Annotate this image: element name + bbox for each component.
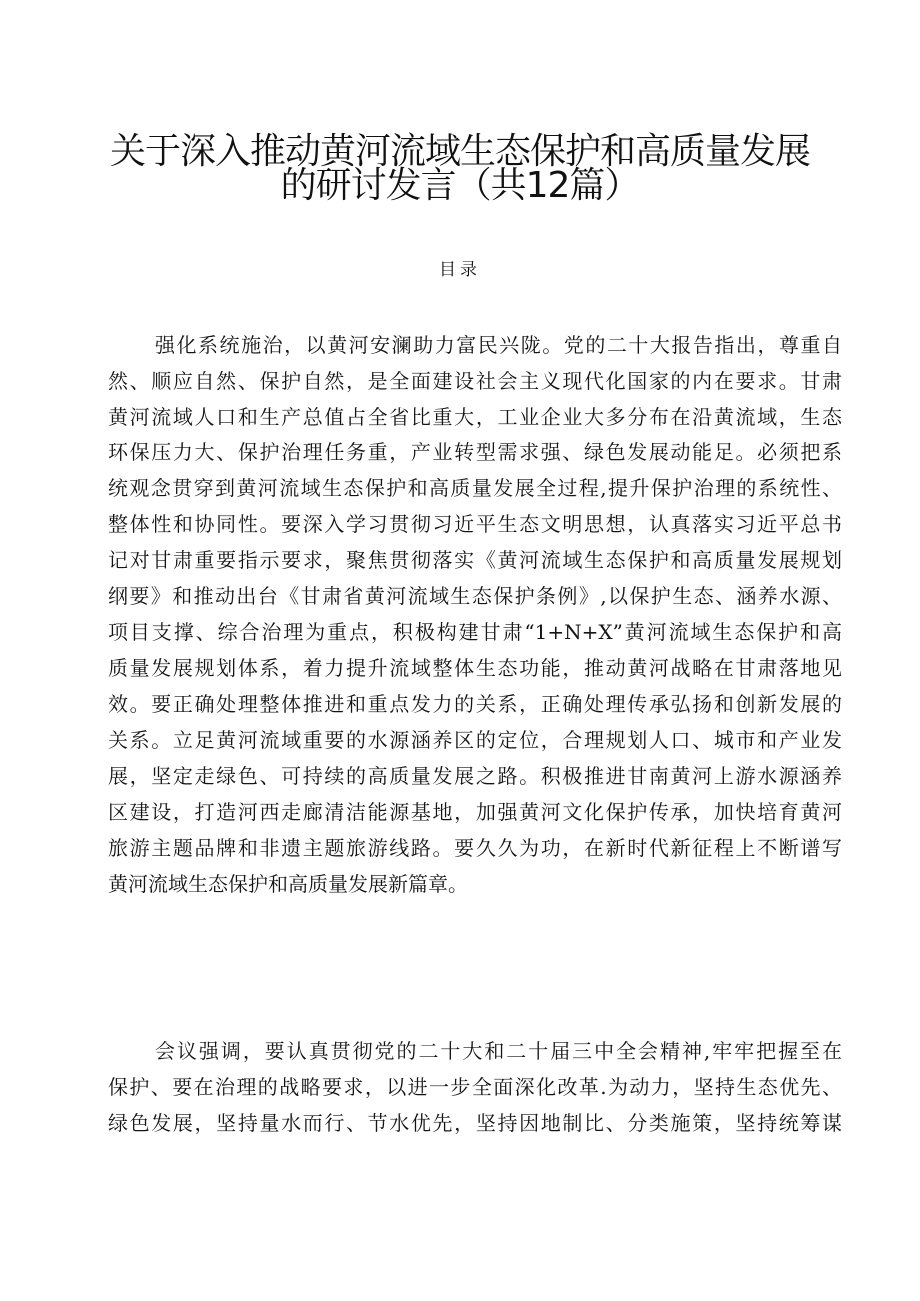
paragraph-2-line-2: 保护、要在治理的战略要求，以进一步全面深化改革.为动力，坚持生态优先、 [108,1075,842,1099]
paragraph-1-line-10: 质量发展规划体系，着力提升流域整体生态功能，推动黄河战略在甘肃落地见 [108,656,842,680]
paragraph-1-line-4: 环保压力大、保护治理任务重，产业转型需求强、绿色发展动能足。必须把系 [108,440,842,464]
paragraph-1-line-6: 整体性和协同性。要深入学习贯彻习近平生态文明思想，认真落实习近平总书 [108,512,842,536]
paragraph-1-line-1: 强化系统施治，以黄河安澜助力富民兴陇。党的二十大报告指出，尊重自 [155,333,842,357]
paragraph-1-line-3: 黄河流域人口和生产总值占全省比重大，工业企业大多分布在沿黄流域，生态 [108,405,842,429]
paragraph-2-line-1: 会议强调，要认真贯彻党的二十大和二十届三中全会精神,牢牢把握至在 [155,1039,842,1063]
paragraph-1-line-12: 关系。立足黄河流域重要的水源涵养区的定位，合理规划人口、城市和产业发 [108,728,842,752]
document-title-line-2: 的研讨发言（共12篇） [280,165,640,206]
paragraph-1-line-7: 记对甘肃重要指示要求，聚焦贯彻落实《黄河流域生态保护和高质量发展规划 [108,548,842,572]
paragraph-1-line-13: 展，坚定走绿色、可持续的高质量发展之路。积极推进甘南黄河上游水源涵养 [108,764,842,788]
paragraph-2-line-3: 绿色发展，坚持量水而行、节水优先，坚持因地制比、分类施策，坚持统筹谋 [108,1111,842,1135]
paragraph-1-line-5: 统观念贯穿到黄河流域生态保护和高质量发展全过程,提升保护治理的系统性、 [108,476,842,500]
paragraph-1-line-9: 项目支撑、综合治理为重点，积极构建甘肃“1+N+X”黄河流域生态保护和高 [108,620,842,644]
paragraph-1-line-8: 纲要》和推动出台《甘肃省黄河流域生态保护条例》,以保护生态、涵养水源、 [108,584,842,608]
paragraph-1-line-2: 然、顺应自然、保护自然，是全面建设社会主义现代化国家的内在要求。甘肃 [108,369,842,393]
paragraph-1-line-15: 旅游主题品牌和非遗主题旅游线路。要久久为功，在新时代新征程上不断谱写 [108,836,842,860]
paragraph-1-line-14: 区建设，打造河西走廊清洁能源基地，加强黄河文化保护传承，加快培育黄河 [108,800,842,824]
paragraph-1-line-11: 效。要正确处理整体推进和重点发力的关系，正确处理传承弘扬和创新发展的 [108,692,842,716]
table-of-contents-label: 目录 [439,260,481,280]
paragraph-1-line-16: 黄河流域生态保护和高质量发展新篇章。 [108,872,468,896]
document-title-line-1: 关于深入推动黄河流域生态保护和高质量发展 [109,131,810,172]
